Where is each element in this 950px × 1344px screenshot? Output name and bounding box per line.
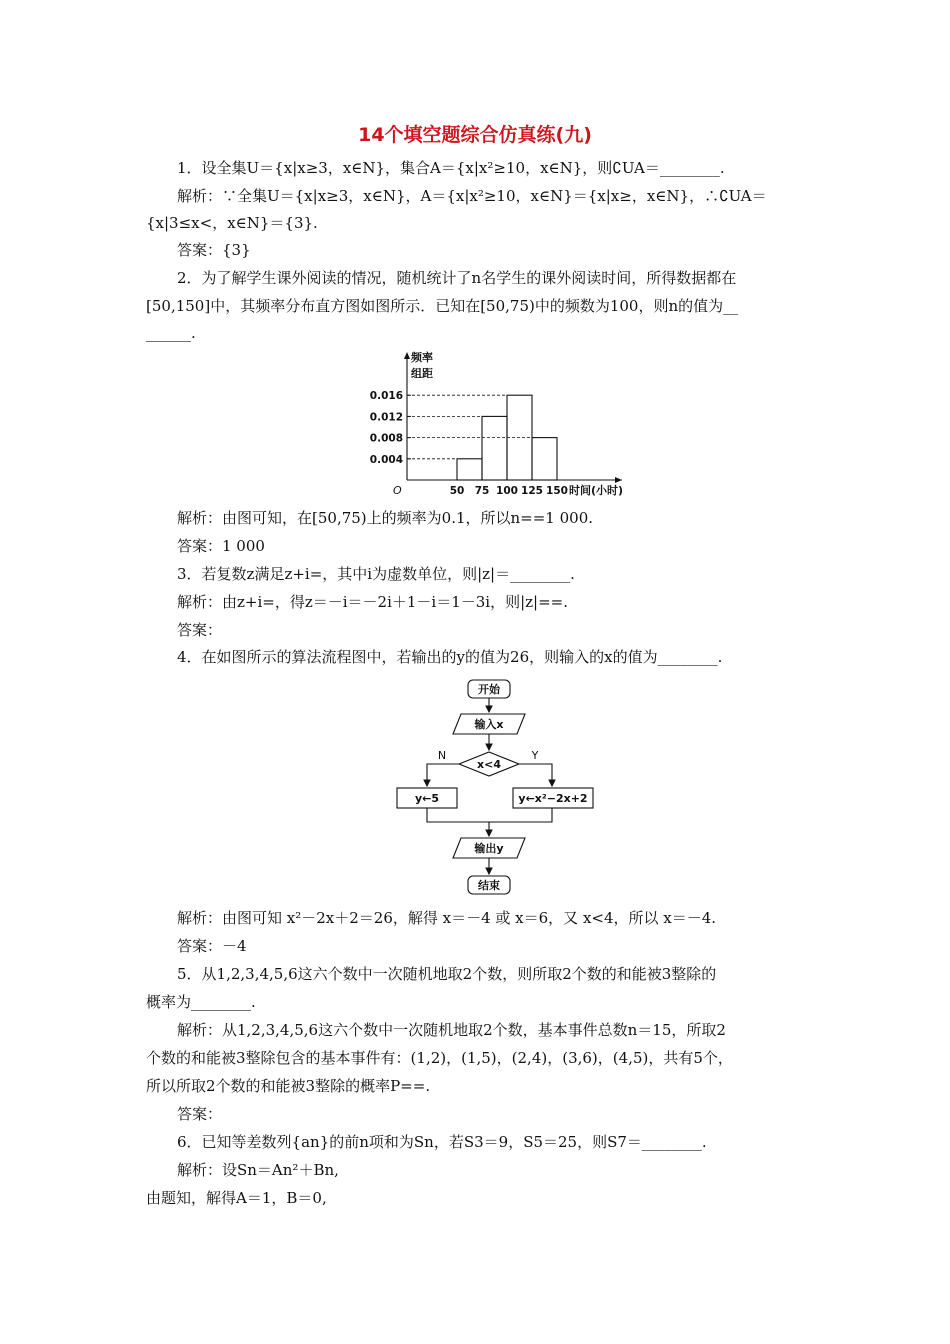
histogram-x-tick-label: 75 — [474, 485, 490, 497]
histogram-x-tick-label: 50 — [449, 485, 465, 497]
q3-text: 3．若复数z满足z+i=，其中i为虚数单位，则|z|＝________. — [177, 565, 575, 583]
flow-right-label: y←x²−2x+2 — [518, 792, 588, 805]
q5-text-cont: 概率为________. — [146, 993, 256, 1011]
histogram-x-arrow — [615, 477, 622, 483]
page-title: 14个填空题综合仿真练(九) — [358, 124, 592, 146]
q5-text: 5．从1,2,3,4,5,6这六个数中一次随机地取2个数，则所取2个数的和能被3整除的 — [177, 965, 717, 983]
histogram-x-tick-label: 100 — [496, 485, 518, 497]
q3-answer: 答案： — [177, 621, 223, 639]
q2-text-cont: [50,150]中，其频率分布直方图如图所示．已知在[50,75)中的频数为100，则n的值为__ — [146, 297, 739, 315]
q1-answer: 答案：{3} — [177, 241, 251, 259]
histogram-x-tick-label: 150 — [546, 485, 568, 497]
histogram-bar — [457, 459, 482, 480]
q1-analysis: 解析：∵全集U＝{x|x≥3，x∈N}，A＝{x|x²≥10，x∈N}＝{x|x≥，x∈N}，∴∁UA＝ — [177, 187, 767, 205]
q5-analysis-cont: 个数的和能被3整除包含的基本事件有：(1,2)，(1,5)，(2,4)，(3,6)，(4,5)，共有5个， — [146, 1049, 733, 1067]
histogram-bar — [532, 438, 557, 480]
histogram-y-tick-label: 0.008 — [369, 432, 403, 445]
flow-no-label: N — [437, 749, 447, 762]
flow-output-label: 输出y — [474, 842, 504, 855]
q5-analysis-end: 所以所取2个数的和能被3整除的概率P==. — [146, 1077, 431, 1095]
flow-yes-label: Y — [531, 749, 539, 762]
histogram-ylabel-bottom: 组距 — [411, 367, 433, 380]
histogram-chart — [355, 345, 625, 505]
flow-input-label: 输入x — [474, 718, 504, 731]
histogram-y-tick-label: 0.016 — [369, 390, 403, 403]
histogram-origin-label: O — [393, 484, 402, 497]
histogram-x-tick-label: 125 — [521, 485, 543, 497]
q3-analysis: 解析：由z+i=，得z＝－i＝－2i＋1－i＝1－3i，则|z|==. — [177, 593, 569, 611]
q1-text: 1．设全集U＝{x|x≥3，x∈N}，集合A＝{x|x²≥10，x∈N}，则∁UA＝________. — [177, 159, 725, 177]
q2-answer: 答案：1 000 — [177, 537, 265, 555]
q4-analysis: 解析：由图可知 x²－2x＋2＝26，解得 x＝－4 或 x＝6，又 x<4，所以 x＝－4. — [177, 909, 717, 927]
q5-answer: 答案： — [177, 1105, 223, 1123]
flowchart-diagram — [385, 672, 605, 904]
q6-analysis: 解析：设Sn＝An²＋Bn, — [177, 1161, 339, 1179]
histogram-xlabel: 时间(小时) — [569, 484, 624, 497]
q4-answer: 答案：－4 — [177, 937, 247, 955]
q5-analysis: 解析：从1,2,3,4,5,6这六个数中一次随机地取2个数，基本事件总数n＝15，所取2 — [177, 1021, 726, 1039]
q6-text: 6．已知等差数列{an}的前n项和为Sn，若S3＝9，S5＝25，则S7＝________. — [177, 1133, 707, 1151]
histogram-y-tick-label: 0.004 — [369, 453, 403, 466]
q2-text: 2．为了解学生课外阅读的情况，随机统计了n名学生的课外阅读时间，所得数据都在 — [177, 269, 737, 287]
q2-analysis: 解析：由图可知，在[50,75)上的频率为0.1，所以n==1 000. — [177, 509, 594, 527]
histogram-bar — [482, 416, 507, 480]
flow-start-label: 开始 — [478, 683, 500, 696]
histogram-y-tick-label: 0.012 — [369, 411, 403, 424]
flow-end-label: 结束 — [478, 879, 500, 892]
flow-condition-label: x<4 — [477, 758, 501, 771]
flow-left-label: y←5 — [414, 792, 440, 805]
histogram-ylabel-top: 频率 — [411, 351, 433, 364]
q6-analysis-cont: 由题知，解得A＝1，B＝0, — [146, 1189, 327, 1207]
q4-text: 4．在如图所示的算法流程图中，若输出的y的值为26，则输入的x的值为________. — [177, 648, 723, 666]
q1-analysis-cont: {x|3≤x<，x∈N}＝{3}. — [146, 214, 318, 232]
q2-text-blank: ______. — [146, 324, 196, 342]
histogram-y-arrow — [404, 352, 410, 359]
